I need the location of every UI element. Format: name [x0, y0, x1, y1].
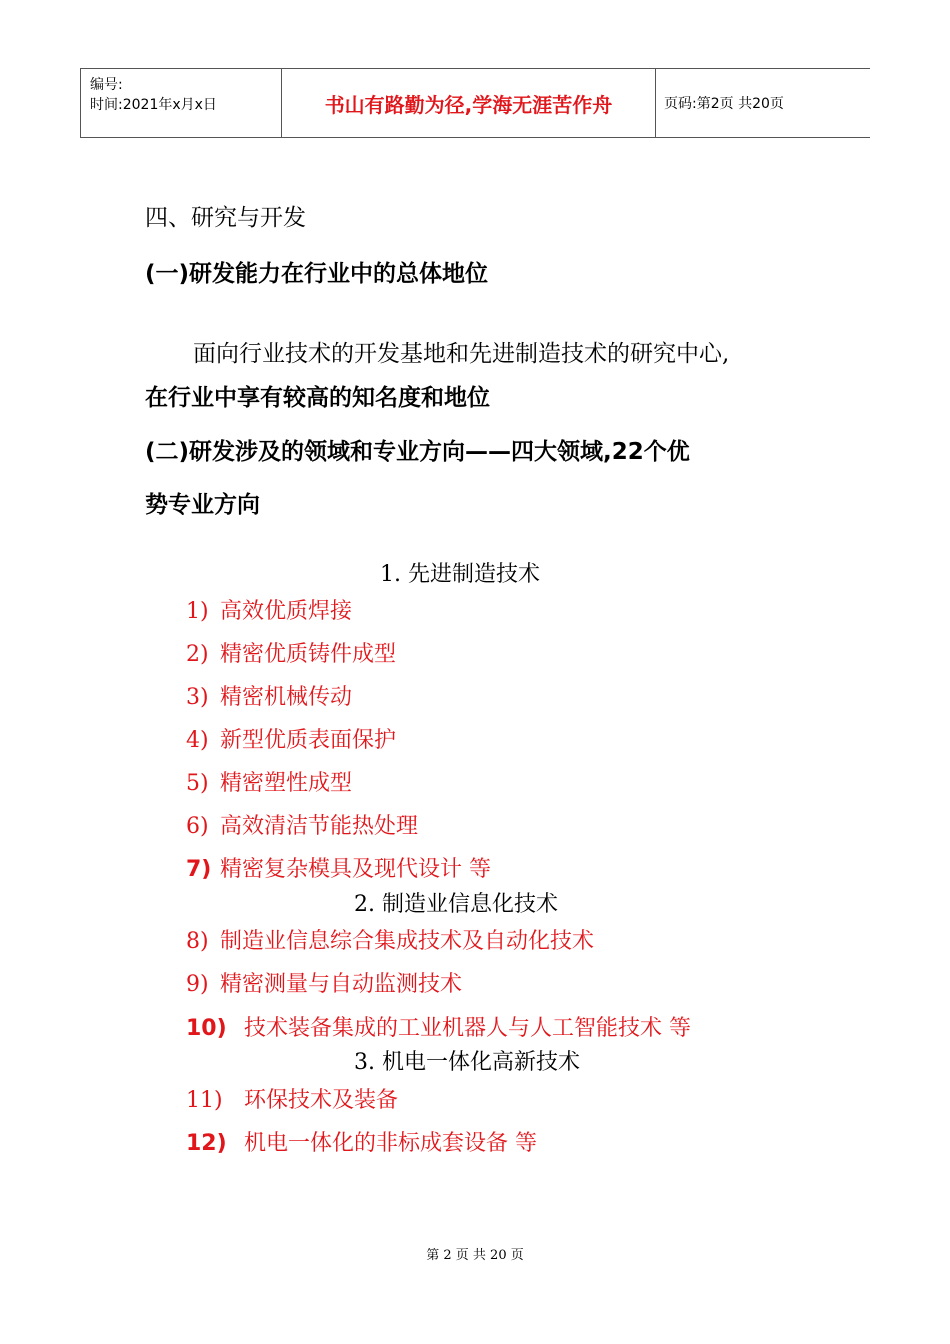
item-text: 机电一体化的非标成套设备 等	[244, 1131, 537, 1156]
list-item	[186, 811, 418, 843]
list-item	[186, 596, 352, 628]
item-text: 新型优质表面保护	[220, 728, 397, 753]
list-item	[186, 1085, 398, 1117]
item-number: 10)	[186, 1016, 227, 1041]
list-item	[186, 1013, 691, 1045]
item-text: 精密机械传动	[220, 685, 353, 710]
header-motto: 书山有路勤为径,学海无涯苦作舟	[324, 92, 613, 117]
item-text: 精密测量与自动监测技术	[220, 972, 463, 997]
section-title: 3. 机电一体化高新技术	[354, 1050, 580, 1075]
item-number: 3)	[186, 685, 209, 710]
item-number: 2)	[186, 642, 209, 667]
paragraph-line-1: 面向行业技术的开发基地和先进制造技术的研究中心,	[193, 341, 730, 367]
item-text: 制造业信息综合集成技术及自动化技术	[220, 929, 595, 954]
item-text: 精密优质铸件成型	[220, 642, 397, 667]
header-meta	[90, 75, 217, 115]
page-footer: 第 2 页 共 20 页	[426, 1248, 524, 1263]
list-item	[186, 926, 594, 958]
section-heading: 四、研究与开发	[145, 205, 306, 231]
item-text: 精密复杂模具及现代设计 等	[220, 857, 491, 882]
item-text: 环保技术及装备	[244, 1088, 399, 1113]
item-number: 4)	[186, 728, 209, 753]
list-item	[186, 1128, 537, 1160]
item-number: 8)	[186, 929, 209, 954]
item-number: 12)	[186, 1131, 227, 1156]
item-number: 6)	[186, 814, 209, 839]
list-item	[186, 639, 396, 671]
header-page-code: 页码:第2页 共20页	[664, 96, 784, 112]
item-number: 9)	[186, 972, 209, 997]
code-label: 编号:	[90, 77, 123, 93]
subheading-2-line-2: 势专业方向	[145, 492, 260, 518]
item-number: 5)	[186, 771, 209, 796]
list-item	[186, 969, 462, 1001]
item-number: 7)	[186, 857, 212, 882]
section-title: 2. 制造业信息化技术	[354, 892, 558, 917]
list-item	[186, 854, 491, 886]
subheading-2-line-1: (二)研发涉及的领域和专业方向——四大领域,22个优	[145, 439, 690, 465]
page-header	[80, 68, 870, 138]
list-item	[186, 768, 352, 800]
section-title: 1. 先进制造技术	[380, 562, 540, 587]
list-item	[186, 682, 352, 714]
item-text: 技术装备集成的工业机器人与人工智能技术 等	[244, 1016, 691, 1041]
paragraph-line-2: 在行业中享有较高的知名度和地位	[145, 385, 490, 411]
item-text: 高效清洁节能热处理	[220, 814, 419, 839]
list-item	[186, 725, 396, 757]
item-text: 高效优质焊接	[220, 599, 353, 624]
header-divider	[80, 69, 81, 137]
time-label: 时间:2021年x月x日	[90, 97, 217, 113]
item-number: 1)	[186, 599, 209, 624]
item-number: 11)	[186, 1088, 223, 1113]
item-text: 精密塑性成型	[220, 771, 353, 796]
subheading-1: (一)研发能力在行业中的总体地位	[145, 261, 489, 287]
header-divider	[655, 69, 656, 137]
